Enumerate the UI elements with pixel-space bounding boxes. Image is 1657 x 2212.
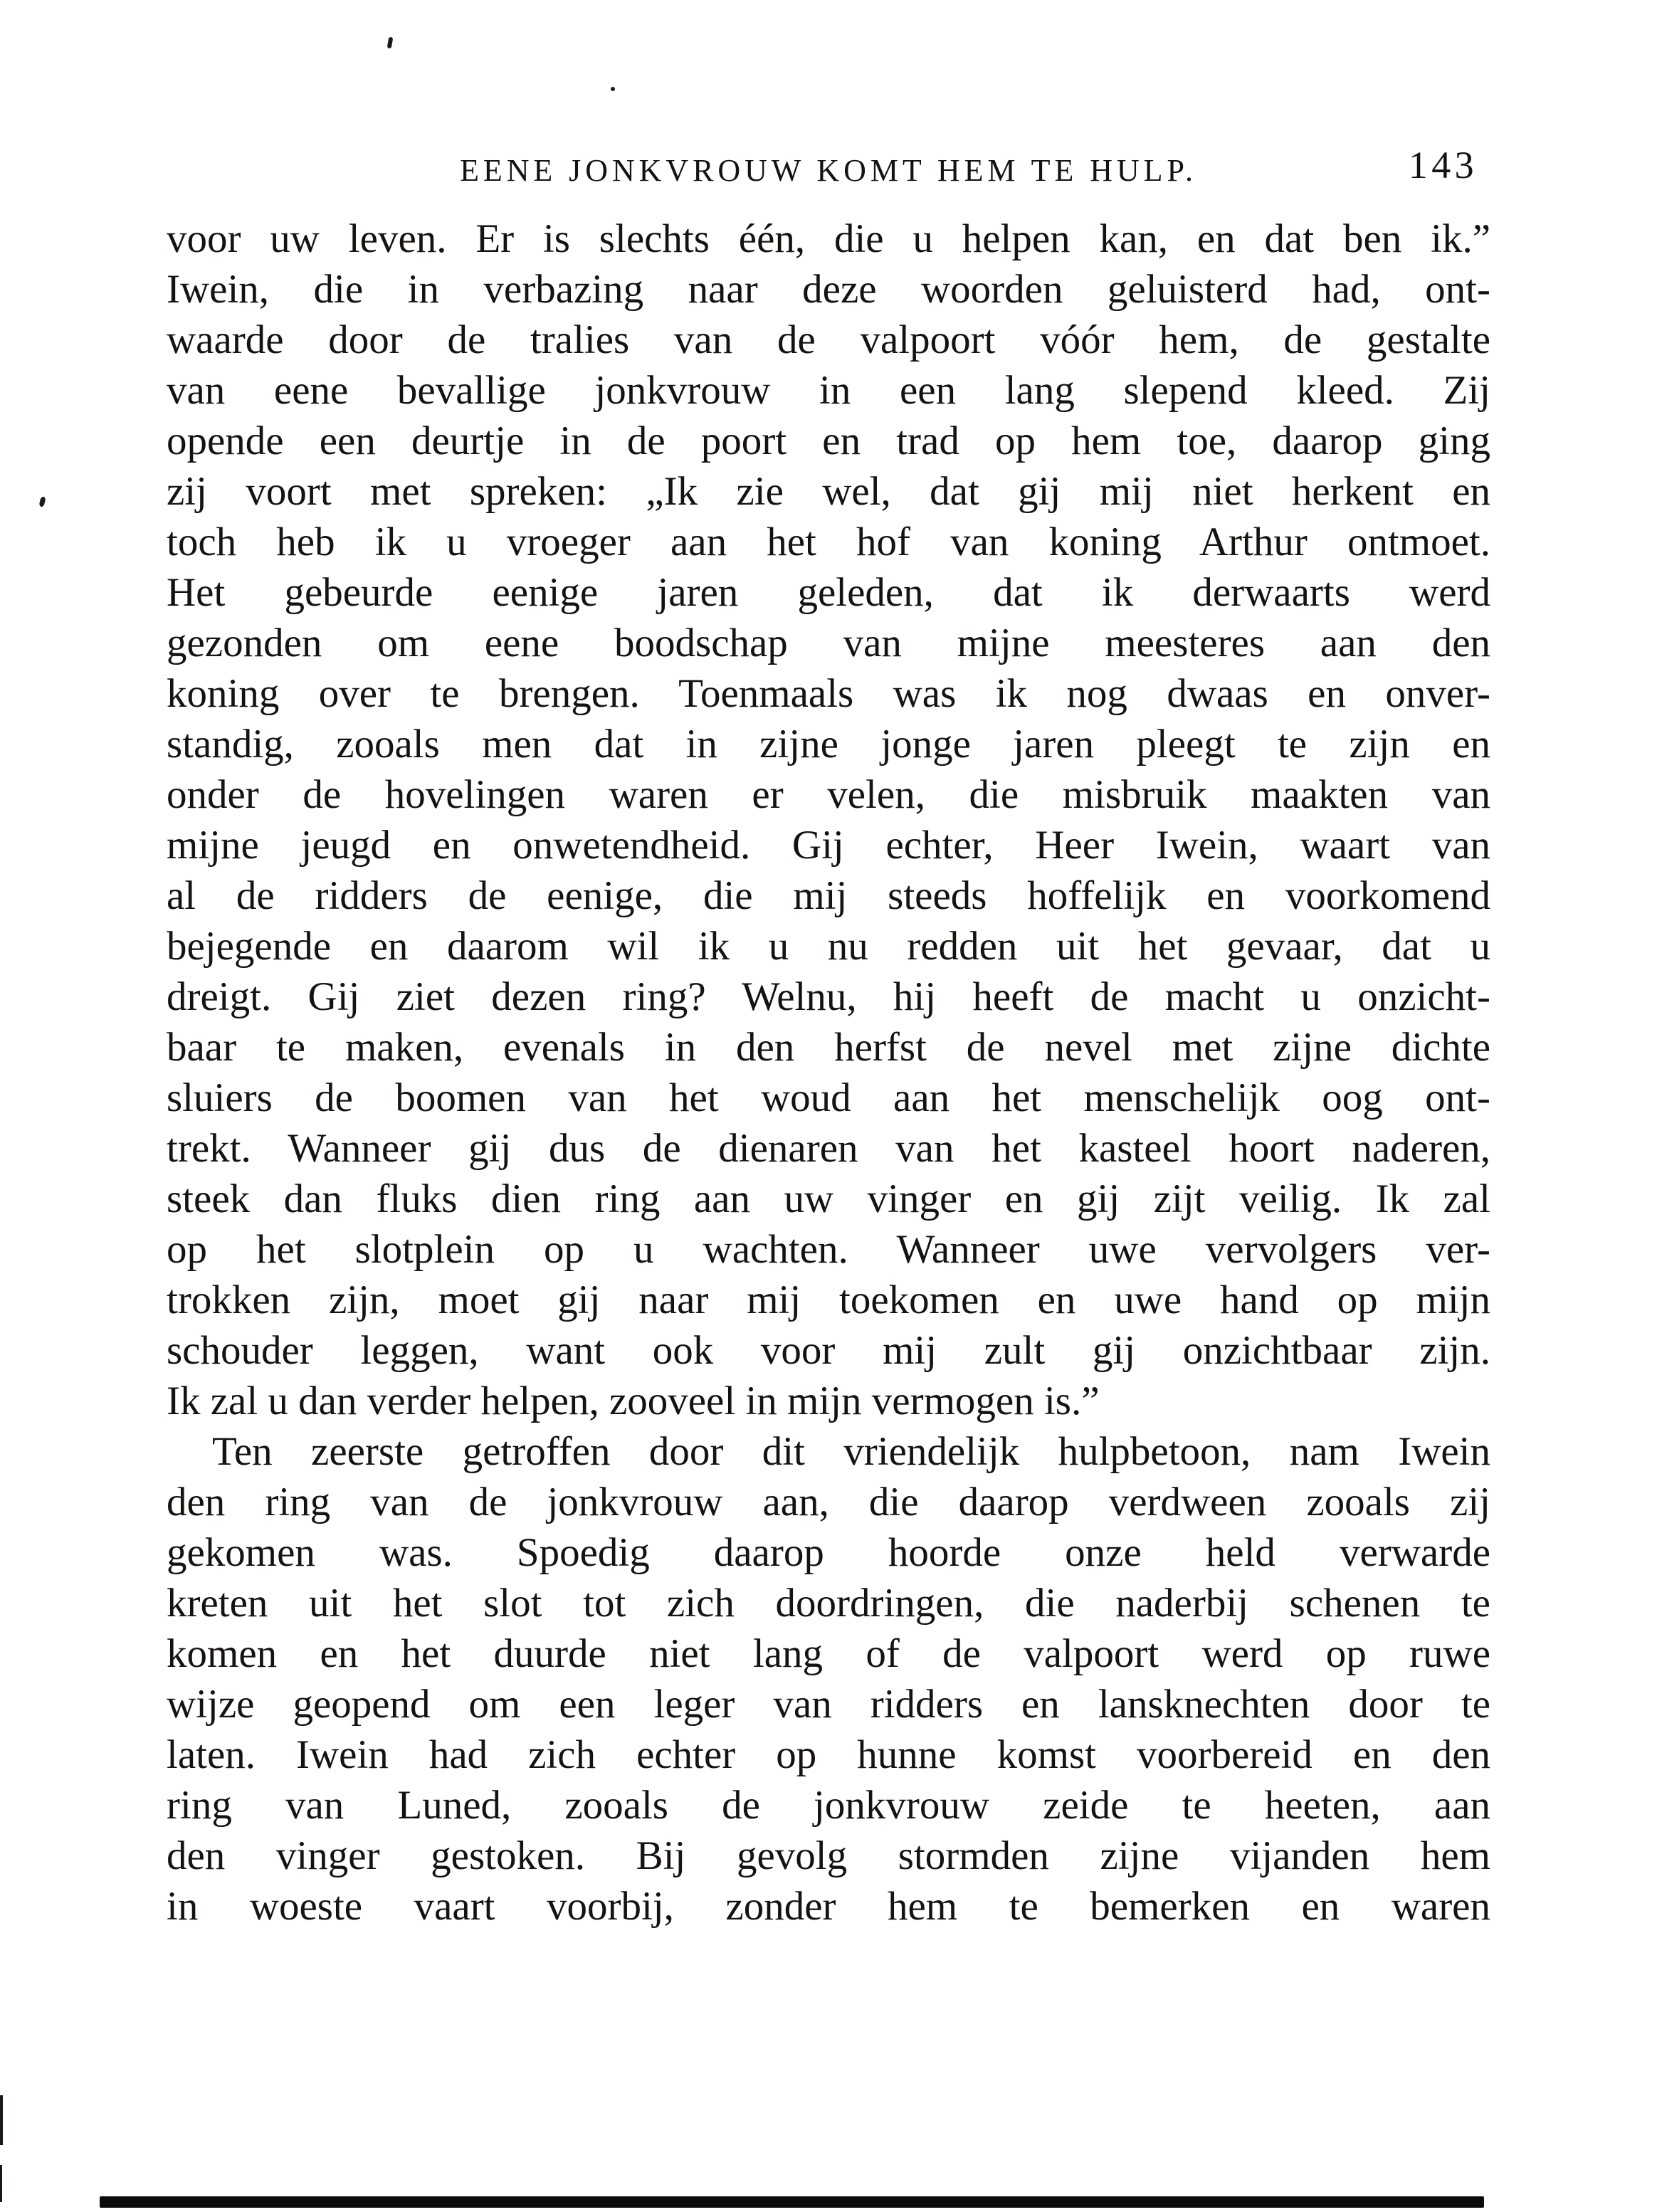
text-line: wijze geopend om een leger van ridders en lansknechten door te — [167, 1682, 1490, 1727]
text-line: van eene bevallige jonkvrouw in een lang slepend kleed. Zij — [167, 368, 1490, 413]
text-line: onder de hovelingen waren er velen, die misbruik maakten van — [167, 772, 1490, 817]
scan-speck — [38, 496, 46, 507]
text-line: waarde door de tralies van de valpoort vóór hem, de gestalte — [167, 317, 1490, 362]
text-line: in woeste vaart voorbij, zonder hem te bemerken en waren — [167, 1884, 1490, 1929]
text-line: gekomen was. Spoedig daarop hoorde onze held verwarde — [167, 1530, 1490, 1575]
body-text — [167, 214, 1490, 1932]
text-line: mijne jeugd en onwetendheid. Gij echter, Heer Iwein, waart van — [167, 823, 1490, 868]
text-line: ring van Luned, zooals de jonkvrouw zeide te heeten, aan — [167, 1783, 1490, 1828]
scan-speck — [387, 37, 394, 49]
text-line: baar te maken, evenals in den herfst de nevel met zijne dichte — [167, 1025, 1490, 1070]
text-line: kreten uit het slot tot zich doordringen, die naderbij schenen te — [167, 1581, 1490, 1626]
text-line: zij voort met spreken: „Ik zie wel, dat gij mij niet herkent en — [167, 469, 1490, 514]
text-line: trokken zijn, moet gij naar mij toekomen en uwe hand op mijn — [167, 1278, 1490, 1322]
text-line: al de ridders de eenige, die mij steeds hoffelijk en voorkomend — [167, 873, 1490, 918]
text-line: komen en het duurde niet lang of de valpoort werd op ruwe — [167, 1631, 1490, 1676]
text-line: sluiers de boomen van het woud aan het menschelijk oog ont- — [167, 1075, 1490, 1120]
text-line: op het slotplein op u wachten. Wanneer uwe vervolgers ver- — [167, 1227, 1490, 1272]
text-line: den vinger gestoken. Bij gevolg stormden zijne vijanden hem — [167, 1833, 1490, 1878]
paragraph — [167, 214, 1490, 1426]
scan-edge-mark — [0, 2165, 2, 2202]
text-line: steek dan fluks dien ring aan uw vinger en gij zijt veilig. Ik zal — [167, 1176, 1490, 1221]
text-line: voor uw leven. Er is slechts één, die u helpen kan, en dat ben ik.” — [167, 216, 1490, 261]
text-line: Het gebeurde eenige jaren geleden, dat ik derwaarts werd — [167, 570, 1490, 615]
text-line: laten. Iwein had zich echter op hunne komst voorbereid en den — [167, 1732, 1490, 1777]
text-line: trekt. Wanneer gij dus de dienaren van het kasteel hoort naderen, — [167, 1126, 1490, 1171]
paragraph — [167, 1426, 1490, 1932]
text-line: dreigt. Gij ziet dezen ring? Welnu, hij heeft de macht u onzicht- — [167, 974, 1490, 1019]
scan-bottom-bar — [100, 2196, 1484, 2208]
text-line: gezonden om eene boodschap van mijne meesteres aan den — [167, 621, 1490, 665]
text-line: Ik zal u dan verder helpen, zooveel in mijn vermogen is.” — [167, 1379, 1100, 1423]
text-line: koning over te brengen. Toenmaals was ik nog dwaas en onver- — [167, 671, 1490, 716]
text-line: toch heb ik u vroeger aan het hof van koning Arthur ontmoet. — [167, 520, 1490, 564]
running-header — [167, 144, 1490, 201]
page-number: 143 — [1408, 144, 1478, 186]
scan-edge-mark — [0, 2095, 3, 2145]
text-line: Iwein, die in verbazing naar deze woorden geluisterd had, ont- — [167, 267, 1490, 312]
scan-speck — [611, 87, 615, 91]
text-line: opende een deurtje in de poort en trad op hem toe, daarop ging — [167, 418, 1490, 463]
page-header-title: EENE JONKVROUW KOMT HEM TE HULP. — [460, 153, 1197, 188]
text-line: schouder leggen, want ook voor mij zult gij onzichtbaar zijn. — [167, 1328, 1490, 1373]
text-line: Ten zeerste getroffen door dit vriendelijk hulpbetoon, nam Iwein — [212, 1429, 1490, 1474]
text-line: den ring van de jonkvrouw aan, die daarop verdween zooals zij — [167, 1480, 1490, 1524]
text-line: standig, zooals men dat in zijne jonge jaren pleegt te zijn en — [167, 722, 1490, 767]
text-line: bejegende en daarom wil ik u nu redden uit het gevaar, dat u — [167, 924, 1490, 969]
